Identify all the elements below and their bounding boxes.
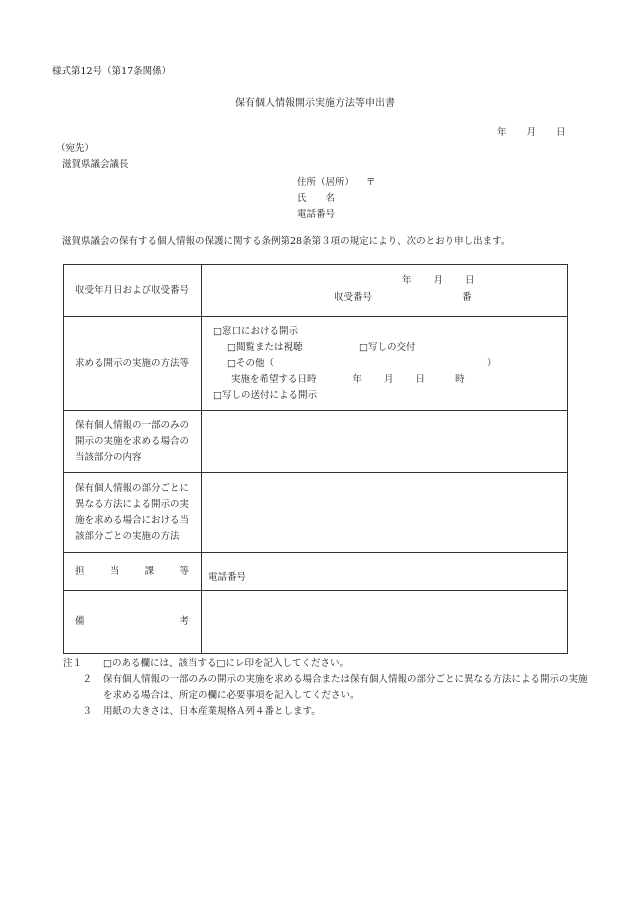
form-number: 様式第12号（第17条関係） <box>52 66 172 77</box>
method-row <box>64 317 568 411</box>
applicant-phone-label: 電話番号 <box>297 209 336 220</box>
date-line <box>497 127 566 139</box>
desired-datetime[interactable] <box>231 372 465 388</box>
remarks-label <box>64 591 202 654</box>
addressee-label: （宛先） <box>56 143 95 154</box>
section-label <box>64 553 202 591</box>
desired-month: 月 <box>384 373 394 385</box>
date-month: 月 <box>526 127 537 138</box>
note-text: □のある欄には、該当する□にレ印を記入してください。 <box>103 658 349 669</box>
per-part-row <box>64 473 568 553</box>
partial-field[interactable] <box>202 411 568 473</box>
applicant-name-label: 氏 名 <box>297 193 336 204</box>
receipt-number-suffix: 番 <box>462 291 472 303</box>
section-field[interactable] <box>202 553 568 591</box>
partial-label: 保有個人情報の一部のみの開示の実施を求める場合の当該部分の内容 <box>64 411 202 473</box>
note-number: 注１ <box>63 658 83 669</box>
postal-mark: 〒 <box>366 177 376 188</box>
option-view[interactable]: □閲覧または視聴 <box>227 341 303 353</box>
remarks-field[interactable] <box>202 591 568 654</box>
method-field <box>202 317 568 411</box>
address-label: 住所（居所） <box>297 177 355 188</box>
intro-text: 滋賀県議会の保有する個人情報の保護に関する条例第28条第３項の規定により、次のとおり申し出ます。 <box>62 236 511 247</box>
remarks-row <box>64 591 568 654</box>
receipt-field[interactable] <box>202 265 568 317</box>
receipt-year: 年 <box>402 274 412 286</box>
date-year: 年 <box>497 127 507 138</box>
section-char: 等 <box>179 565 189 577</box>
option-mail[interactable]: □写しの送付による開示 <box>213 389 317 401</box>
note-item <box>63 656 588 672</box>
receipt-month: 月 <box>433 274 444 286</box>
note-number: ３ <box>82 706 92 717</box>
method-label: 求める開示の実施の方法等 <box>64 317 202 411</box>
desired-year: 年 <box>352 373 363 385</box>
note-text: 保有個人情報の一部のみの開示の実施を求める場合または保有個人情報の部分ごとに異なる方法による開示の実施を求める場合は、所定の欄に必要事項を記入してください。 <box>103 674 588 701</box>
document-title: 保有個人情報開示実施方法等申出書 <box>235 98 395 109</box>
option-other-close: ） <box>487 357 497 369</box>
notes <box>63 656 588 720</box>
per-part-field[interactable] <box>202 473 568 553</box>
option-counter[interactable]: □窓口における開示 <box>213 325 298 337</box>
receipt-label: 収受年月日および収受番号 <box>64 265 202 317</box>
date-day: 日 <box>556 127 566 138</box>
per-part-label: 保有個人情報の部分ごとに異なる方法による開示の実施を求める場合における当該部分ごとの実施の方法 <box>64 473 202 553</box>
desired-day: 日 <box>415 373 426 385</box>
section-char: 担 <box>75 565 85 577</box>
note-item <box>63 704 588 720</box>
section-phone-label: 電話番号 <box>208 571 247 583</box>
partial-row <box>64 411 568 473</box>
desired-label: 実施を希望する日時 <box>231 373 317 385</box>
remarks-char: 備 <box>75 616 85 627</box>
option-copy[interactable]: □写しの交付 <box>359 341 416 353</box>
section-row <box>64 553 568 591</box>
note-item <box>63 672 588 704</box>
receipt-number-label: 収受番号 <box>334 291 373 303</box>
application-table <box>63 264 568 654</box>
option-other-label: □その他（ <box>227 357 274 369</box>
option-other[interactable] <box>227 356 274 372</box>
note-text: 用紙の大きさは、日本産業規格Ａ列４番とします。 <box>103 706 321 717</box>
addressee-name: 滋賀県議会議長 <box>62 159 129 170</box>
desired-hour: 時 <box>455 373 465 385</box>
note-number: ２ <box>82 674 92 685</box>
receipt-day: 日 <box>465 274 475 286</box>
applicant-address-row <box>297 177 376 189</box>
section-char: 当 <box>109 565 120 577</box>
remarks-char: 考 <box>179 616 189 627</box>
section-char: 課 <box>144 565 155 577</box>
receipt-row <box>64 265 568 317</box>
